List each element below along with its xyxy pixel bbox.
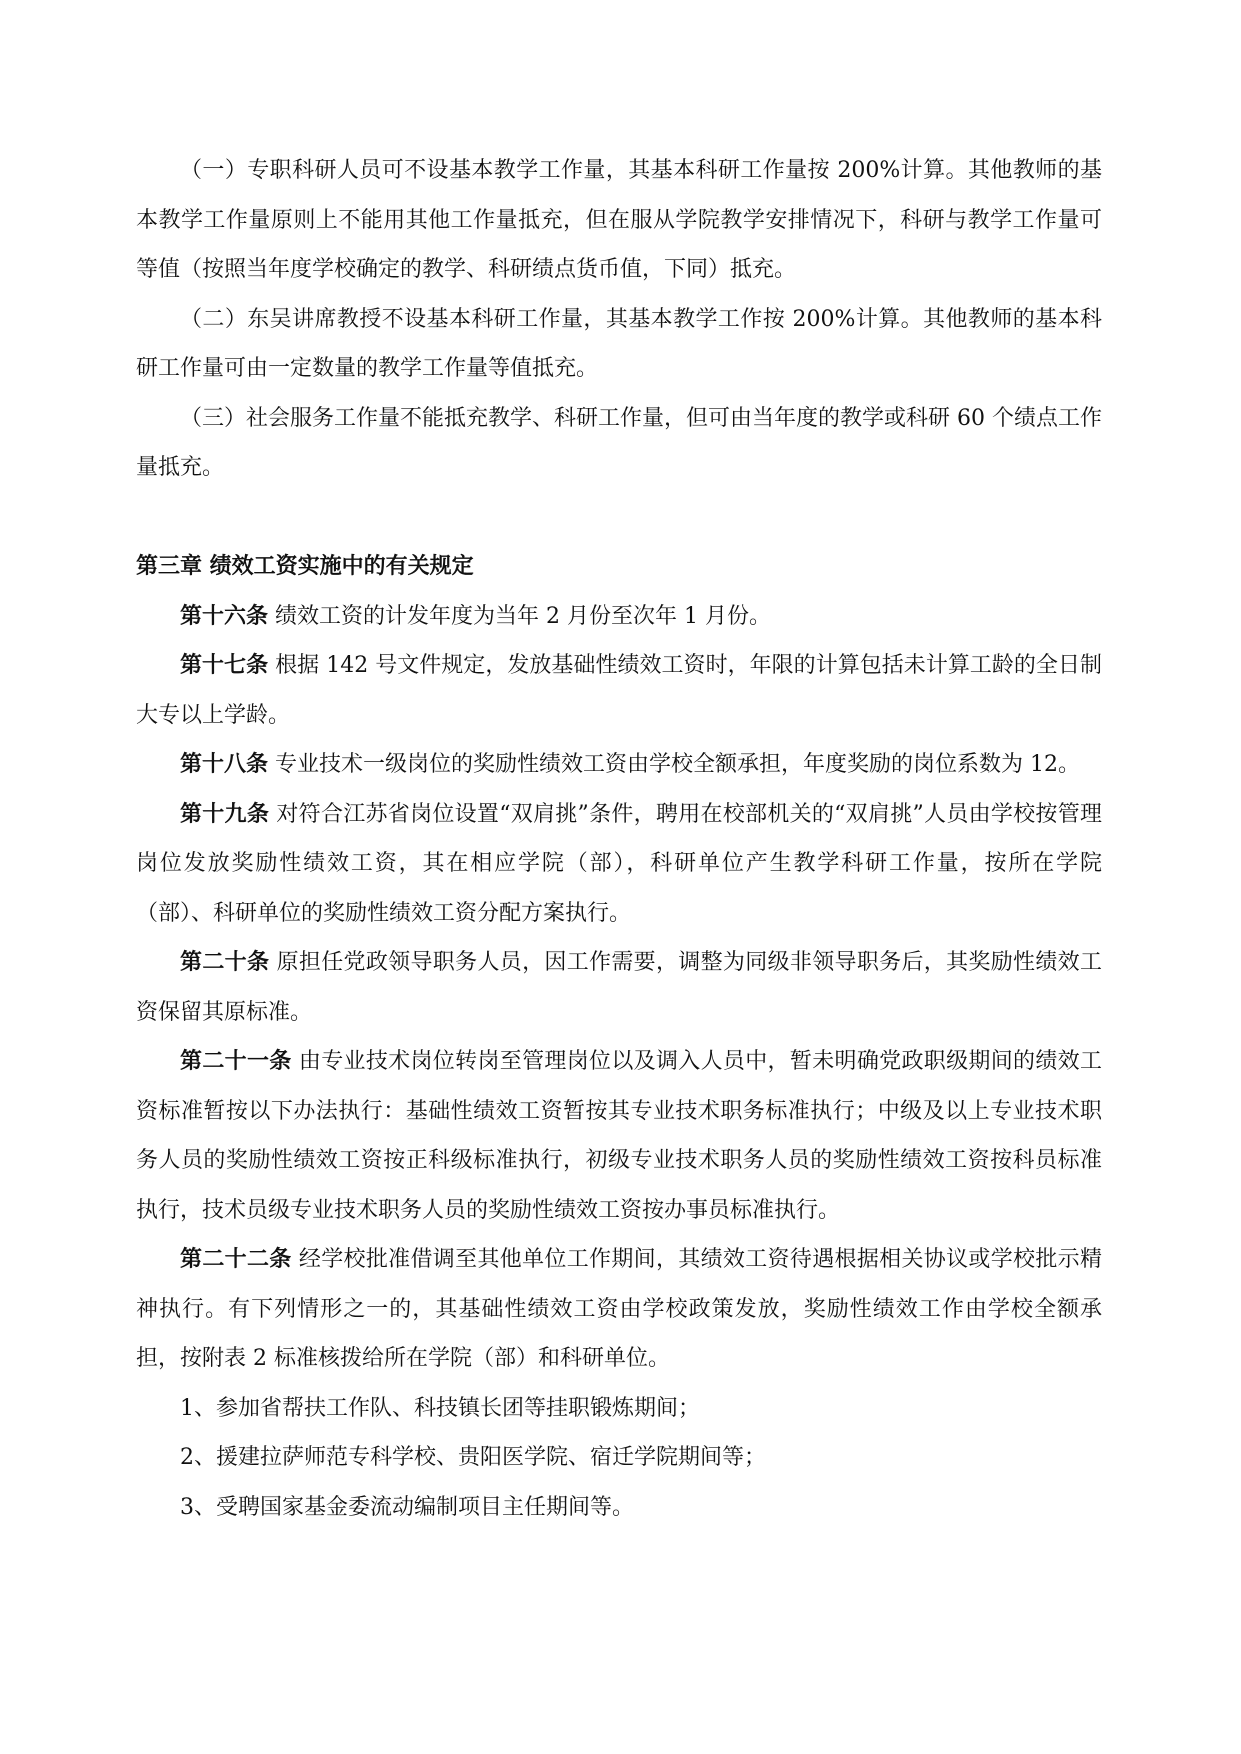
list-item: 3、受聘国家基金委流动编制项目主任期间等。 <box>180 1494 634 1520</box>
article-text: 由专业技术岗位转岗至管理岗位以及调入人员中，暂未明确党政职级期间的绩效工资标准暂按以下办法执行：基础性绩效工资暂按其专业技术职务标准执行；中级及以上专业技术职务人员的奖励性绩效工资按正科级标准执行，初级专业技术职务人员的奖励性绩效工资按科员标准执行，技术员级专业技术职务人员的奖励性绩效工资按办事员标准执行。 <box>136 1049 1102 1223</box>
article-text: 原担任党政领导职务人员，因工作需要，调整为同级非领导职务后，其奖励性绩效工资保留其原标准。 <box>136 950 1102 1025</box>
article-17 <box>136 641 1102 740</box>
article-19 <box>136 790 1102 939</box>
article-label: 第二十一条 <box>180 1049 292 1074</box>
list-item: 1、参加省帮扶工作队、科技镇长团等挂职锻炼期间； <box>180 1395 700 1421</box>
article-18 <box>136 740 1102 790</box>
chapter-title: 第三章 绩效工资实施中的有关规定 <box>136 554 474 579</box>
article-label: 第十七条 <box>180 653 269 678</box>
paragraph-clause-3: （三）社会服务工作量不能抵充教学、科研工作量，但可由当年度的教学或科研 60 个绩点工作量抵充。 <box>136 405 1102 480</box>
paragraph-clause-2: （二）东吴讲席教授不设基本科研工作量，其基本教学工作按 200%计算。其他教师的基本科研工作量可由一定数量的教学工作量等值抵充。 <box>136 306 1102 381</box>
article-text: 根据 142 号文件规定，发放基础性绩效工资时，年限的计算包括未计算工龄的全日制大专以上学龄。 <box>136 653 1102 728</box>
article-label: 第二十二条 <box>180 1247 292 1272</box>
list-item: 2、援建拉萨师范专科学校、贵阳医学院、宿迁学院期间等； <box>180 1445 766 1470</box>
article-label: 第十八条 <box>180 752 269 777</box>
article-20 <box>136 938 1102 1037</box>
article-text: 专业技术一级岗位的奖励性绩效工资由学校全额承担，年度奖励的岗位系数为 12。 <box>268 752 1080 777</box>
article-label: 第十九条 <box>180 801 270 827</box>
paragraph-clause-1: （一）专职科研人员可不设基本教学工作量，其基本科研工作量按 200%计算。其他教师的基本教学工作量原则上不能用其他工作量抵充，但在服从学院教学安排情况下，科研与教学工作量可等值（按照当年度学校确定的教学、科研绩点货币值，下同）抵充。 <box>136 158 1102 282</box>
article-text: 绩效工资的计发年度为当年 2 月份至次年 1 月份。 <box>268 603 771 629</box>
article-label: 第十六条 <box>180 603 269 629</box>
article-22 <box>136 1235 1102 1384</box>
article-text: 经学校批准借调至其他单位工作期间，其绩效工资待遇根据相关协议或学校批示精神执行。有下列情形之一的，其基础性绩效工资由学校政策发放，奖励性绩效工作由学校全额承担，按附表 2 标准核拨给所在学院（部）和科研单位。 <box>136 1247 1102 1371</box>
article-label: 第二十条 <box>180 950 270 975</box>
article-21 <box>136 1037 1102 1235</box>
document-body <box>136 146 1102 1532</box>
article-text: 对符合江苏省岗位设置“双肩挑”条件，聘用在校部机关的“双肩挑”人员由学校按管理岗位发放奖励性绩效工资，其在相应学院（部），科研单位产生教学科研工作量，按所在学院（部）、科研单位的奖励性绩效工资分配方案执行。 <box>136 801 1102 926</box>
article-16 <box>136 592 1102 642</box>
